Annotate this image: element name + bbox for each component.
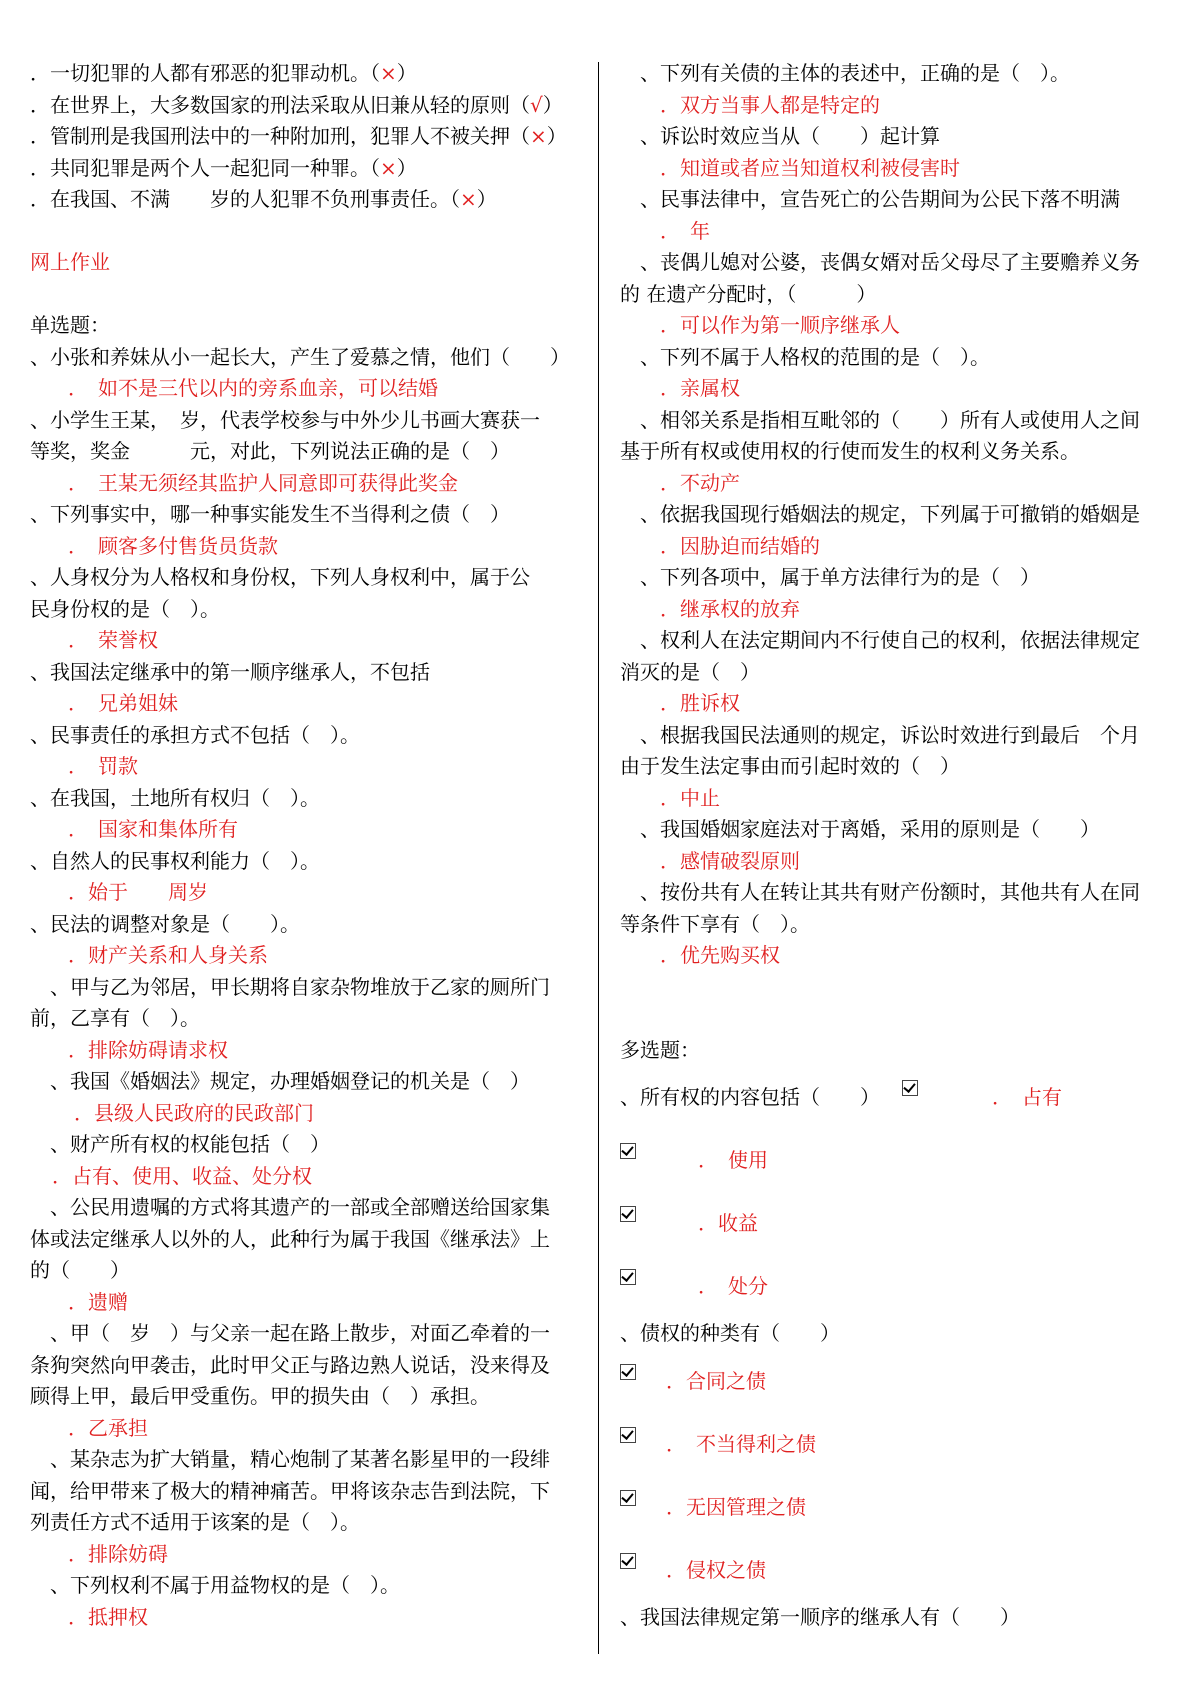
question-text: 、下列不属于人格权的范围的是（ ）。 <box>620 344 990 369</box>
question-text: 、所有权的内容包括（ ） <box>620 1085 880 1109</box>
answer-text: ．亲属权 <box>660 376 740 400</box>
question-item <box>30 783 582 846</box>
checkbox-checked-icon[interactable] <box>620 1364 636 1380</box>
question-item <box>30 562 582 657</box>
question-item <box>30 1129 582 1192</box>
question-item <box>30 657 582 720</box>
answer-text: ．排除妨碍请求权 <box>68 1037 228 1062</box>
answer-option: ． 不当得利之债 <box>666 1431 816 1456</box>
answer-option: ．无因管理之债 <box>666 1494 806 1519</box>
checkbox-checked-icon[interactable] <box>620 1427 636 1443</box>
question-item <box>620 121 1165 184</box>
question-item <box>620 58 1165 121</box>
answer-text: ．始于 周岁 <box>68 880 208 904</box>
answer-text: ．乙承担 <box>68 1415 148 1440</box>
answer-text: ．双方当事人都是特定的 <box>660 92 880 117</box>
question-text: 、小学生王某， 岁，代表学校参与中外少儿书画大赛获一 <box>30 407 540 432</box>
question-text: 、我国《婚姻法》规定，办理婚姻登记的机关是（ ） <box>30 1069 530 1093</box>
question-item <box>30 1318 582 1444</box>
question-item <box>620 877 1165 972</box>
judgment-mark: √ <box>530 92 543 117</box>
judgment-mark: × <box>380 61 397 85</box>
question-text: 民身份权的是（ ）。 <box>30 596 220 621</box>
answer-option: ．合同之债 <box>666 1368 766 1393</box>
question-item <box>30 499 582 562</box>
question-text: 等条件下享有（ ）。 <box>620 911 810 936</box>
question-text: 前，乙享有（ ）。 <box>30 1006 200 1030</box>
question-text: 顾得上甲，最后甲受重伤。甲的损失由（ ）承担。 <box>30 1384 490 1408</box>
answer-text: ． 国家和集体所有 <box>68 817 238 841</box>
judgment-close: ） <box>396 61 417 85</box>
question-text: 、下列事实中，哪一种事实能发生不当得利之债（ ） <box>30 502 510 526</box>
checkbox-checked-icon[interactable] <box>620 1206 636 1222</box>
question-item <box>30 1192 582 1318</box>
checkbox-checked-icon[interactable] <box>902 1080 918 1096</box>
answer-option: ．收益 <box>698 1211 758 1235</box>
multi-option-row <box>620 1129 1165 1192</box>
question-text: 、民法的调整对象是（ ）。 <box>30 911 300 936</box>
question-text: 、甲与乙为邻居，甲长期将自家杂物堆放于乙家的厕所门 <box>30 974 550 999</box>
answer-text: ．县级人民政府的民政部门 <box>74 1100 314 1125</box>
question-item <box>30 1066 582 1129</box>
judgment-text: ．在世界上，大多数国家的刑法采取从旧兼从轻的原则（ <box>30 92 530 117</box>
answer-text: ．排除妨碍 <box>68 1541 168 1566</box>
question-text: 、下列有关债的主体的表述中，正确的是（ ）。 <box>620 61 1070 85</box>
judgment-item <box>30 184 582 216</box>
question-item <box>30 720 582 783</box>
question-text: 的（ ） <box>30 1258 130 1282</box>
multi-question-2: 、债权的种类有（ ） <box>620 1321 840 1345</box>
judgment-mark: × <box>530 124 547 148</box>
judgment-item <box>30 90 582 122</box>
question-item <box>30 909 582 972</box>
question-text: 基于所有权或使用权的行使而发生的权利义务关系。 <box>620 439 1080 463</box>
question-item <box>620 499 1165 562</box>
question-item <box>620 720 1165 815</box>
multi-option-row <box>620 1255 1165 1318</box>
question-text: 、根据我国民法通则的规定，诉讼时效进行到最后 个月 <box>620 722 1140 747</box>
answer-text: ．抵押权 <box>68 1604 148 1629</box>
multi-question-3: 、我国法律规定第一顺序的继承人有（ ） <box>620 1604 1020 1629</box>
question-text: 、权利人在法定期间内不行使自己的权利，依据法律规定 <box>620 628 1140 652</box>
judgment-close: ） <box>476 187 497 211</box>
question-text: 、公民用遗嘱的方式将其遗产的一部或全部赠送给国家集 <box>30 1195 550 1219</box>
question-item <box>620 247 1165 342</box>
question-text: 、依据我国现行婚姻法的规定，下列属于可撤销的婚姻是 <box>620 502 1140 526</box>
judgment-close: ） <box>396 155 417 180</box>
question-text: 体或法定继承人以外的人，此种行为属于我国《继承法》上 <box>30 1226 550 1251</box>
question-item <box>30 1444 582 1570</box>
question-item <box>620 562 1165 625</box>
judgment-text: ．共同犯罪是两个人一起犯同一种罪。（ <box>30 155 380 180</box>
answer-text: ．优先购买权 <box>660 943 780 967</box>
judgment-mark: × <box>380 155 397 180</box>
answer-option: ． 占有 <box>992 1085 1062 1109</box>
judgment-item <box>30 58 582 90</box>
judgment-item <box>30 153 582 185</box>
column-divider <box>598 62 599 1654</box>
answer-option: ．侵权之债 <box>666 1557 766 1582</box>
answer-text: ． 年 <box>660 218 710 243</box>
question-text: 、人身权分为人格权和身份权，下列人身权利中，属于公 <box>30 565 530 589</box>
question-text: 的 在遗产分配时，（ ） <box>620 281 877 306</box>
answer-text: ． 荣誉权 <box>68 628 158 652</box>
single-choice-list <box>30 342 582 1634</box>
single-choice-title: 单选题： <box>30 313 110 337</box>
question-text: 条狗突然向甲袭击，此时甲父正与路边熟人说话，没来得及 <box>30 1352 550 1377</box>
question-text: 列责任方式不适用于该案的是（ ）。 <box>30 1510 360 1534</box>
question-item <box>620 814 1165 877</box>
multi-option-row <box>620 1476 1165 1539</box>
question-text: 、丧偶儿媳对公婆，丧偶女婿对岳父母尽了主要赡养义务 <box>620 250 1140 274</box>
question-text: 、在我国，土地所有权归（ ）。 <box>30 785 320 810</box>
question-text: 、某杂志为扩大销量，精心炮制了某著名影星甲的一段绯 <box>30 1447 550 1471</box>
question-text: 、我国法定继承中的第一顺序继承人，不包括 <box>30 659 430 684</box>
question-text: 、下列权利不属于用益物权的是（ ）。 <box>30 1573 400 1597</box>
judgment-text: ．一切犯罪的人都有邪恶的犯罪动机。（ <box>30 61 380 85</box>
answer-text: ．中止 <box>660 785 720 810</box>
section-title: 网上作业 <box>30 250 110 274</box>
question-text: 、自然人的民事权利能力（ ）。 <box>30 848 320 873</box>
question-text: 闻，给甲带来了极大的精神痛苦。甲将该杂志告到法院，下 <box>30 1478 550 1503</box>
answer-text: ．因胁迫而结婚的 <box>660 533 820 558</box>
question-text: 消灭的是（ ） <box>620 659 760 684</box>
checkbox-checked-icon[interactable] <box>620 1143 636 1159</box>
answer-text: ．知道或者应当知道权利被侵害时 <box>660 155 960 180</box>
judgment-list <box>30 58 582 216</box>
answer-option: ． 使用 <box>698 1148 768 1172</box>
multi-option-row <box>620 1539 1165 1602</box>
question-text: 、民事责任的承担方式不包括（ ）。 <box>30 722 360 747</box>
question-text: 、小张和养妹从小一起长大，产生了爱慕之情，他们（ ） <box>30 344 570 369</box>
question-text: 、诉讼时效应当从（ ）起计算 <box>620 124 940 148</box>
multi-option-row <box>620 1192 1165 1255</box>
answer-text: ．财产关系和人身关系 <box>68 943 268 967</box>
answer-option: ． 处分 <box>698 1274 768 1298</box>
left-column <box>30 58 582 1633</box>
judgment-item <box>30 121 582 153</box>
question-item <box>620 625 1165 720</box>
right-column <box>620 58 1165 1633</box>
question-item <box>30 972 582 1067</box>
question-item <box>620 405 1165 500</box>
question-item <box>30 342 582 405</box>
checkbox-checked-icon[interactable] <box>620 1269 636 1285</box>
answer-text: ． 顾客多付售货员货款 <box>68 533 278 558</box>
question-text: 、按份共有人在转让其共有财产份额时，其他共有人在同 <box>620 880 1140 904</box>
answer-text: ． 罚款 <box>68 754 138 778</box>
question-text: 、下列各项中，属于单方法律行为的是（ ） <box>620 565 1040 589</box>
answer-text: ．继承权的放弃 <box>660 596 800 621</box>
answer-text: ． 如不是三代以内的旁系血亲，可以结婚 <box>68 376 438 400</box>
checkbox-checked-icon[interactable] <box>620 1553 636 1569</box>
answer-text: ．遗赠 <box>68 1289 128 1314</box>
answer-text: ．感情破裂原则 <box>660 848 800 873</box>
question-text: 、相邻关系是指相互毗邻的（ ）所有人或使用人之间 <box>620 407 1140 432</box>
checkbox-checked-icon[interactable] <box>620 1490 636 1506</box>
question-text: 等奖，奖金 元，对此，下列说法正确的是（ ） <box>30 439 510 463</box>
judgment-text: ．在我国、不满 岁的人犯罪不负刑事责任。（ <box>30 187 460 211</box>
answer-text: ．胜诉权 <box>660 691 740 715</box>
multi-question-1 <box>620 1066 1165 1129</box>
question-item <box>30 1570 582 1633</box>
single-choice-list-continued <box>620 58 1165 972</box>
question-text: 、财产所有权的权能包括（ ） <box>30 1132 330 1156</box>
answer-text: ．不动产 <box>660 470 740 495</box>
question-item <box>620 184 1165 247</box>
answer-text: ． 王某无须经其监护人同意即可获得此奖金 <box>68 470 458 495</box>
answer-text: ．可以作为第一顺序继承人 <box>660 313 900 337</box>
question-item <box>30 405 582 500</box>
question-item <box>620 342 1165 405</box>
judgment-text: ．管制刑是我国刑法中的一种附加刑，犯罪人不被关押（ <box>30 124 530 148</box>
question-text: 、甲（ 岁 ）与父亲一起在路上散步，对面乙牵着的一 <box>30 1321 550 1345</box>
question-item <box>30 846 582 909</box>
question-text: 、民事法律中，宣告死亡的公告期间为公民下落不明满 <box>620 187 1120 211</box>
answer-text: ．占有、使用、收益、处分权 <box>52 1163 312 1188</box>
multi-option-row <box>620 1350 1165 1413</box>
answer-text: ． 兄弟姐妹 <box>68 691 178 715</box>
judgment-close: ） <box>546 124 567 148</box>
question-text: 、我国婚姻家庭法对于离婚，采用的原则是（ ） <box>620 817 1100 841</box>
judgment-mark: × <box>460 187 477 211</box>
multi-option-row <box>620 1413 1165 1476</box>
multi-choice-title: 多选题： <box>620 1037 700 1062</box>
judgment-close: ） <box>542 92 563 117</box>
question-text: 由于发生法定事由而引起时效的（ ） <box>620 754 960 778</box>
